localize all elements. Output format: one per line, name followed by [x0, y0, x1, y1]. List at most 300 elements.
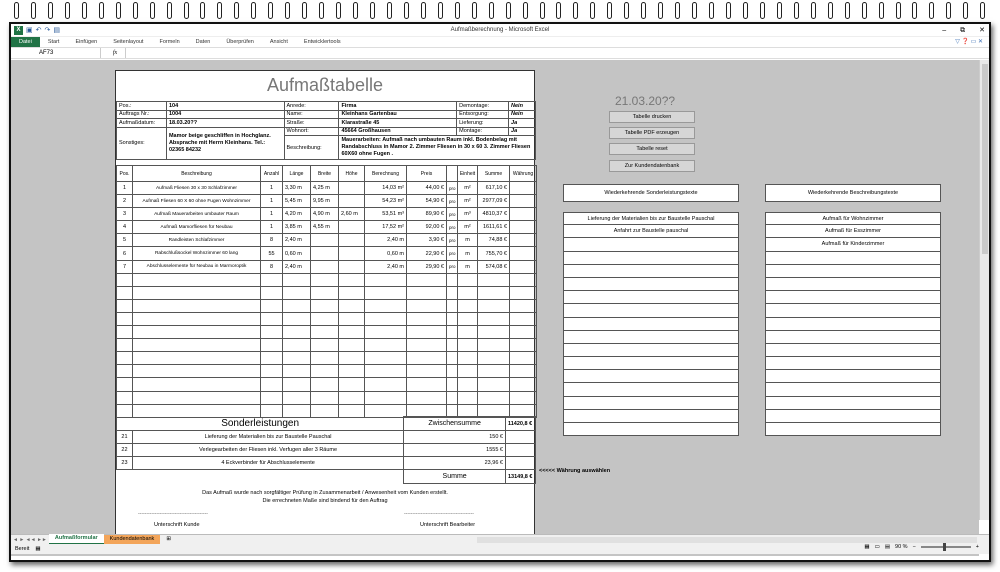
- cell-hoehe[interactable]: [339, 391, 365, 404]
- cell-anzahl[interactable]: 8: [261, 260, 283, 273]
- cell-beschr[interactable]: [133, 352, 261, 365]
- cell-summe[interactable]: 755,70 €: [478, 247, 510, 260]
- cell-pro[interactable]: [447, 286, 458, 299]
- cell-berechnung[interactable]: [365, 299, 407, 312]
- pos-value[interactable]: 104: [166, 102, 284, 111]
- demontage-value[interactable]: Nein: [509, 102, 536, 111]
- cell-preis[interactable]: [407, 273, 447, 286]
- cell-berechnung[interactable]: 0,60 m: [365, 247, 407, 260]
- cell-hoehe[interactable]: [339, 352, 365, 365]
- cell-anzahl[interactable]: 1: [261, 208, 283, 221]
- cell-summe[interactable]: [478, 273, 510, 286]
- cell-laenge[interactable]: 2,40 m: [283, 260, 311, 273]
- cell-summe[interactable]: 1611,61 €: [478, 221, 510, 234]
- cell-anzahl[interactable]: [261, 339, 283, 352]
- cell-pro[interactable]: pro: [447, 221, 458, 234]
- cell-summe[interactable]: 617,10 €: [478, 182, 510, 195]
- cell-waehrung[interactable]: [510, 221, 537, 234]
- cell-anzahl[interactable]: [261, 312, 283, 325]
- sonder-header[interactable]: Wiederkehrende Sonderleistungstexte: [563, 184, 739, 202]
- cell-einheit[interactable]: [458, 286, 478, 299]
- list-item[interactable]: [765, 370, 941, 383]
- list-item[interactable]: Anfahrt zur Baustelle pauschal: [563, 225, 739, 238]
- cell-pro[interactable]: pro: [447, 208, 458, 221]
- cell-preis[interactable]: [407, 326, 447, 339]
- cell-waehrung[interactable]: [510, 195, 537, 208]
- name-value[interactable]: Kleinhans Gartenbau: [339, 110, 457, 119]
- cell-anzahl[interactable]: [261, 378, 283, 391]
- list-item[interactable]: [765, 265, 941, 278]
- tab-datei[interactable]: Datei: [11, 37, 40, 47]
- cell-pro[interactable]: pro: [447, 260, 458, 273]
- macro-icon[interactable]: ▦: [35, 546, 41, 552]
- tab-einfuegen[interactable]: Einfügen: [75, 39, 98, 45]
- cell-laenge[interactable]: 2,40 m: [283, 234, 311, 247]
- list-item[interactable]: [765, 397, 941, 410]
- zoom-slider[interactable]: [921, 546, 971, 548]
- cell-breite[interactable]: [311, 260, 339, 273]
- list-item[interactable]: Lieferung der Materialien bis zur Baustelle Pauschal: [563, 212, 739, 225]
- cell-waehrung[interactable]: [510, 260, 537, 273]
- list-item[interactable]: [765, 252, 941, 265]
- cell-laenge[interactable]: [283, 299, 311, 312]
- name-box[interactable]: AF73: [11, 48, 101, 58]
- list-item[interactable]: [563, 304, 739, 317]
- cell-breite[interactable]: 4,90 m: [311, 208, 339, 221]
- list-item[interactable]: [563, 344, 739, 357]
- undo-icon[interactable]: ↶: [35, 27, 42, 34]
- montage-value[interactable]: Ja: [509, 127, 536, 136]
- cell-berechnung[interactable]: 2,40 m: [365, 234, 407, 247]
- cell-summe[interactable]: [478, 365, 510, 378]
- extra-text[interactable]: Lieferung der Materialien bis zur Baustelle Pauschal: [132, 431, 403, 444]
- view-normal-icon[interactable]: ▦: [864, 544, 870, 550]
- new-sheet-icon[interactable]: ⊞: [166, 536, 171, 542]
- cell-breite[interactable]: [311, 286, 339, 299]
- cell-hoehe[interactable]: [339, 365, 365, 378]
- cell-summe[interactable]: 574,08 €: [478, 260, 510, 273]
- cell-einheit[interactable]: m: [458, 234, 478, 247]
- cell-einheit[interactable]: [458, 273, 478, 286]
- cell-summe[interactable]: [478, 378, 510, 391]
- list-item[interactable]: [765, 423, 941, 436]
- cell-waehrung[interactable]: [510, 378, 537, 391]
- datum-value[interactable]: 18.03.20??: [166, 119, 284, 128]
- cell-preis[interactable]: 89,90 €: [407, 208, 447, 221]
- cell-hoehe[interactable]: [339, 378, 365, 391]
- horizontal-scrollbar[interactable]: [477, 537, 977, 543]
- cell-pos[interactable]: 5: [117, 234, 133, 247]
- fx-icon[interactable]: fx: [112, 50, 118, 56]
- cell-laenge[interactable]: 0,60 m: [283, 247, 311, 260]
- cell-pos[interactable]: [117, 299, 133, 312]
- list-item[interactable]: [765, 304, 941, 317]
- zoom-out-icon[interactable]: −: [912, 544, 916, 550]
- cell-preis[interactable]: [407, 378, 447, 391]
- cell-preis[interactable]: 44,00 €: [407, 182, 447, 195]
- cell-beschr[interactable]: [133, 339, 261, 352]
- cell-anzahl[interactable]: [261, 299, 283, 312]
- extra-value[interactable]: 23,96 €: [404, 457, 506, 470]
- cell-anzahl[interactable]: [261, 391, 283, 404]
- cell-laenge[interactable]: [283, 378, 311, 391]
- cell-anzahl[interactable]: [261, 286, 283, 299]
- cell-pos[interactable]: [117, 312, 133, 325]
- excel-app-icon[interactable]: X: [14, 26, 23, 35]
- cell-pro[interactable]: [447, 326, 458, 339]
- cell-preis[interactable]: 92,00 €: [407, 221, 447, 234]
- cell-beschr[interactable]: [133, 273, 261, 286]
- cell-preis[interactable]: [407, 339, 447, 352]
- cell-anzahl[interactable]: 1: [261, 182, 283, 195]
- cell-einheit[interactable]: m: [458, 260, 478, 273]
- cell-berechnung[interactable]: [365, 352, 407, 365]
- cell-berechnung[interactable]: 53,51 m³: [365, 208, 407, 221]
- save-icon[interactable]: ▣: [26, 27, 33, 34]
- cell-summe[interactable]: 4810,37 €: [478, 208, 510, 221]
- scroll-thumb[interactable]: [982, 64, 988, 254]
- cell-berechnung[interactable]: [365, 286, 407, 299]
- cell-preis[interactable]: [407, 352, 447, 365]
- sheet-tab-aufmassformular[interactable]: Aufmaßformular: [49, 534, 104, 545]
- cell-summe[interactable]: [478, 286, 510, 299]
- cell-summe[interactable]: [478, 352, 510, 365]
- cell-hoehe[interactable]: [339, 260, 365, 273]
- cell-laenge[interactable]: 3,85 m: [283, 221, 311, 234]
- cell-breite[interactable]: 4,55 m: [311, 221, 339, 234]
- cell-breite[interactable]: 4,25 m: [311, 182, 339, 195]
- list-item[interactable]: [563, 383, 739, 396]
- list-item[interactable]: [563, 410, 739, 423]
- cell-laenge[interactable]: [283, 365, 311, 378]
- tab-formeln[interactable]: Formeln: [159, 39, 180, 45]
- cell-anzahl[interactable]: 1: [261, 195, 283, 208]
- cell-preis[interactable]: 3,90 €: [407, 234, 447, 247]
- cell-pro[interactable]: pro: [447, 195, 458, 208]
- cell-einheit[interactable]: m²: [458, 182, 478, 195]
- tab-entwicklertools[interactable]: Entwicklertools: [303, 39, 341, 45]
- cell-anzahl[interactable]: [261, 326, 283, 339]
- cell-preis[interactable]: [407, 391, 447, 404]
- cell-anzahl[interactable]: 1: [261, 221, 283, 234]
- cell-pos[interactable]: [117, 273, 133, 286]
- cell-breite[interactable]: [311, 391, 339, 404]
- cell-hoehe[interactable]: [339, 182, 365, 195]
- vertical-scrollbar[interactable]: [979, 60, 989, 520]
- cell-pos[interactable]: [117, 391, 133, 404]
- list-item[interactable]: [563, 278, 739, 291]
- cell-summe[interactable]: [478, 312, 510, 325]
- beschr-header[interactable]: Wiederkehrende Beschreibungstexte: [765, 184, 941, 202]
- cell-pro[interactable]: [447, 339, 458, 352]
- cell-beschr[interactable]: Randleisten Schlafzimmer: [133, 234, 261, 247]
- cell-berechnung[interactable]: [365, 339, 407, 352]
- cell-beschr[interactable]: Aufmaß Mauerarbeiten umbauter Raum: [133, 208, 261, 221]
- cell-breite[interactable]: [311, 312, 339, 325]
- cell-berechnung[interactable]: 54,23 m²: [365, 195, 407, 208]
- list-item[interactable]: [765, 331, 941, 344]
- cell-anzahl[interactable]: [261, 365, 283, 378]
- cell-laenge[interactable]: [283, 286, 311, 299]
- cell-pro[interactable]: [447, 312, 458, 325]
- cell-pro[interactable]: pro: [447, 247, 458, 260]
- cell-summe[interactable]: [478, 339, 510, 352]
- cell-breite[interactable]: [311, 352, 339, 365]
- table-row: [117, 273, 537, 286]
- cell-summe[interactable]: 74,88 €: [478, 234, 510, 247]
- cell-anzahl[interactable]: [261, 273, 283, 286]
- cell-einheit[interactable]: m³: [458, 208, 478, 221]
- extra-text[interactable]: Verlegearbeiten der Fliesen inkl. Verfugen aller 3 Räume: [132, 444, 403, 457]
- cell-einheit[interactable]: [458, 365, 478, 378]
- kundendatenbank-button[interactable]: Zur Kundendatenbank: [609, 160, 695, 172]
- cell-beschr[interactable]: [133, 286, 261, 299]
- cell-pro[interactable]: [447, 299, 458, 312]
- cell-hoehe[interactable]: [339, 195, 365, 208]
- cell-berechnung[interactable]: [365, 365, 407, 378]
- cell-pos[interactable]: 6: [117, 247, 133, 260]
- cell-pro[interactable]: [447, 352, 458, 365]
- cell-preis[interactable]: 29,90 €: [407, 260, 447, 273]
- sheet-nav-arrows[interactable]: ◄ ► ◄◄ ►►: [13, 536, 47, 543]
- cell-einheit[interactable]: [458, 339, 478, 352]
- cell-pro[interactable]: [447, 365, 458, 378]
- cell-einheit[interactable]: [458, 299, 478, 312]
- sonstiges-value[interactable]: Mamor beige geschliffen in Hochglanz. Absprache mit Herrn Kleinhans. Tel.: 02365 84232: [166, 127, 284, 160]
- cell-hoehe[interactable]: [339, 273, 365, 286]
- cell-summe[interactable]: 2977,09 €: [478, 195, 510, 208]
- cell-preis[interactable]: [407, 299, 447, 312]
- extra-value[interactable]: 150 €: [404, 431, 506, 444]
- cell-beschr[interactable]: [133, 312, 261, 325]
- cell-pos[interactable]: [117, 378, 133, 391]
- list-item[interactable]: [765, 278, 941, 291]
- list-item[interactable]: Aufmaß für Esszimmer: [765, 225, 941, 238]
- restore-button[interactable]: ⧉: [960, 27, 966, 34]
- sheet-tab-kundendatenbank[interactable]: Kundendatenbank: [104, 535, 161, 544]
- cell-beschr[interactable]: [133, 391, 261, 404]
- cell-waehrung[interactable]: [510, 182, 537, 195]
- cell-waehrung[interactable]: [510, 247, 537, 260]
- cell-pos[interactable]: 7: [117, 260, 133, 273]
- list-item[interactable]: [563, 370, 739, 383]
- tabelle-drucken-button[interactable]: Tabelle drucken: [609, 111, 695, 123]
- lieferung-value[interactable]: Ja: [509, 119, 536, 128]
- extra-value[interactable]: 1555 €: [404, 444, 506, 457]
- tab-ueberpruefen[interactable]: Überprüfen: [226, 39, 254, 45]
- cell-hoehe[interactable]: [339, 312, 365, 325]
- auftrag-value[interactable]: 1004: [166, 110, 284, 119]
- cell-breite[interactable]: [311, 378, 339, 391]
- cell-berechnung[interactable]: [365, 312, 407, 325]
- cell-waehrung[interactable]: [510, 299, 537, 312]
- cell-berechnung[interactable]: [365, 391, 407, 404]
- cell-einheit[interactable]: m²: [458, 221, 478, 234]
- cell-pro[interactable]: pro: [447, 234, 458, 247]
- cell-pro[interactable]: [447, 391, 458, 404]
- list-item[interactable]: [563, 357, 739, 370]
- list-item[interactable]: [765, 410, 941, 423]
- zoom-in-icon[interactable]: +: [975, 544, 979, 550]
- cell-beschr[interactable]: [133, 299, 261, 312]
- list-item[interactable]: Aufmaß für Wohnzimmer: [765, 212, 941, 225]
- cell-berechnung[interactable]: [365, 378, 407, 391]
- view-pagebreak-icon[interactable]: ▤: [884, 544, 891, 550]
- cell-waehrung[interactable]: [510, 339, 537, 352]
- cell-waehrung[interactable]: [510, 208, 537, 221]
- cell-beschr[interactable]: [133, 326, 261, 339]
- cell-breite[interactable]: [311, 326, 339, 339]
- list-item[interactable]: [765, 344, 941, 357]
- cell-berechnung[interactable]: [365, 273, 407, 286]
- tab-ansicht[interactable]: Ansicht: [269, 39, 288, 45]
- cell-summe[interactable]: [478, 326, 510, 339]
- cell-breite[interactable]: [311, 299, 339, 312]
- tab-start[interactable]: Start: [47, 39, 60, 45]
- view-layout-icon[interactable]: ▭: [874, 544, 880, 550]
- cell-laenge[interactable]: [283, 273, 311, 286]
- cell-hoehe[interactable]: 2,60 m: [339, 208, 365, 221]
- wohnort-value[interactable]: 45664 Großhausen: [339, 127, 457, 136]
- cell-laenge[interactable]: [283, 339, 311, 352]
- beschreibung-value[interactable]: Mauerarbeiten: Aufmaß nach umbauten Raum inkl. Bodenbelag mit Randabschluss in Mamor 2. Zimmer Fliesen in 30 x 60 3. Zimmer Fliesen 60X60 ohne Fugen .: [339, 136, 536, 160]
- cell-waehrung[interactable]: [510, 286, 537, 299]
- cell-anzahl[interactable]: [261, 352, 283, 365]
- cell-laenge[interactable]: [283, 391, 311, 404]
- cell-pos[interactable]: [117, 365, 133, 378]
- cell-hoehe[interactable]: [339, 326, 365, 339]
- cell-preis[interactable]: [407, 365, 447, 378]
- tabelle-pdf-button[interactable]: Tabelle PDF erzeugen: [609, 127, 695, 139]
- entsorgung-value[interactable]: Nein: [509, 110, 536, 119]
- cell-breite[interactable]: [311, 339, 339, 352]
- cell-breite[interactable]: [311, 234, 339, 247]
- cell-beschr[interactable]: Rabschlußsockel Wohnzimmer 60 lang: [133, 247, 261, 260]
- cell-berechnung[interactable]: 17,52 m²: [365, 221, 407, 234]
- list-item[interactable]: [765, 318, 941, 331]
- cell-pos[interactable]: 4: [117, 221, 133, 234]
- worksheet[interactable]: [11, 60, 979, 556]
- cell-preis[interactable]: [407, 286, 447, 299]
- cell-hoehe[interactable]: [339, 299, 365, 312]
- cell-laenge[interactable]: [283, 312, 311, 325]
- cell-preis[interactable]: [407, 312, 447, 325]
- cell-pro[interactable]: pro: [447, 182, 458, 195]
- cell-pos[interactable]: 3: [117, 208, 133, 221]
- cell-anzahl[interactable]: 8: [261, 234, 283, 247]
- strasse-value[interactable]: Klarastraße 45: [339, 119, 457, 128]
- cell-waehrung[interactable]: [510, 273, 537, 286]
- list-item[interactable]: [563, 291, 739, 304]
- list-item[interactable]: [563, 397, 739, 410]
- cell-pos[interactable]: [117, 326, 133, 339]
- cell-hoehe[interactable]: [339, 286, 365, 299]
- cell-waehrung[interactable]: [510, 391, 537, 404]
- cell-berechnung[interactable]: [365, 326, 407, 339]
- cell-summe[interactable]: [478, 391, 510, 404]
- cell-waehrung[interactable]: [510, 352, 537, 365]
- tab-daten[interactable]: Daten: [195, 39, 211, 45]
- print-preview-icon[interactable]: ▤: [53, 27, 60, 34]
- cell-hoehe[interactable]: [339, 234, 365, 247]
- cell-berechnung[interactable]: 14,03 m²: [365, 182, 407, 195]
- tabelle-reset-button[interactable]: Tabelle reset: [609, 143, 695, 155]
- cell-breite[interactable]: [311, 365, 339, 378]
- cell-laenge[interactable]: 4,20 m: [283, 208, 311, 221]
- list-item[interactable]: [563, 423, 739, 436]
- cell-einheit[interactable]: [458, 391, 478, 404]
- cell-hoehe[interactable]: [339, 221, 365, 234]
- extra-text[interactable]: 4 Eckverbinder für Abschlusselemente: [132, 457, 403, 470]
- cell-waehrung[interactable]: [510, 234, 537, 247]
- cell-beschr[interactable]: [133, 365, 261, 378]
- cell-beschr[interactable]: Abschlusselemente für Neubau in Marmoroptik: [133, 260, 261, 273]
- list-item[interactable]: [765, 383, 941, 396]
- cell-laenge[interactable]: [283, 326, 311, 339]
- cell-pos[interactable]: [117, 352, 133, 365]
- minimize-button[interactable]: –: [942, 27, 947, 34]
- cell-einheit[interactable]: [458, 378, 478, 391]
- cell-pos[interactable]: [117, 286, 133, 299]
- list-item[interactable]: [563, 238, 739, 251]
- cell-hoehe[interactable]: [339, 247, 365, 260]
- cell-hoehe[interactable]: [339, 339, 365, 352]
- formula-input[interactable]: [125, 48, 989, 58]
- cell-anzahl[interactable]: 55: [261, 247, 283, 260]
- cell-pos[interactable]: 1: [117, 182, 133, 195]
- cell-einheit[interactable]: m: [458, 247, 478, 260]
- cell-pro[interactable]: [447, 273, 458, 286]
- list-item[interactable]: Aufmaß für Kinderzimmer: [765, 238, 941, 251]
- list-item[interactable]: [765, 357, 941, 370]
- cell-beschr[interactable]: Aufmaß Fliesen 30 x 30 Schlafzimmer: [133, 182, 261, 195]
- cell-waehrung[interactable]: [510, 365, 537, 378]
- cell-laenge[interactable]: 5,45 m: [283, 195, 311, 208]
- cell-waehrung[interactable]: [510, 326, 537, 339]
- cell-einheit[interactable]: [458, 326, 478, 339]
- list-item[interactable]: [563, 252, 739, 265]
- help-icons[interactable]: ▽ ❓ ▭ ✕: [955, 39, 983, 45]
- cell-summe[interactable]: [478, 299, 510, 312]
- list-item[interactable]: [563, 318, 739, 331]
- cell-einheit[interactable]: [458, 352, 478, 365]
- tab-seitenlayout[interactable]: Seitenlayout: [113, 39, 144, 45]
- cell-pos[interactable]: [117, 339, 133, 352]
- list-item[interactable]: [563, 265, 739, 278]
- cell-waehrung[interactable]: [510, 312, 537, 325]
- cell-beschr[interactable]: Aufmaß Mamorfliesen für Neubau: [133, 221, 261, 234]
- cell-beschr[interactable]: [133, 378, 261, 391]
- list-item[interactable]: [765, 291, 941, 304]
- cell-laenge[interactable]: [283, 352, 311, 365]
- redo-icon[interactable]: ↷: [44, 27, 51, 34]
- cell-breite[interactable]: [311, 247, 339, 260]
- cell-breite[interactable]: [311, 273, 339, 286]
- close-button[interactable]: ✕: [979, 27, 985, 34]
- cell-breite[interactable]: 9,95 m: [311, 195, 339, 208]
- cell-beschr[interactable]: Aufmaß Fliesen 60 X 60 ohne Fugen Wohnzimmer: [133, 195, 261, 208]
- cell-preis[interactable]: 54,90 €: [407, 195, 447, 208]
- cell-pos[interactable]: 2: [117, 195, 133, 208]
- anrede-value[interactable]: Firma: [339, 102, 457, 111]
- cell-laenge[interactable]: 3,30 m: [283, 182, 311, 195]
- cell-berechnung[interactable]: 2,40 m: [365, 260, 407, 273]
- cell-preis[interactable]: 22,90 €: [407, 247, 447, 260]
- cell-einheit[interactable]: m²: [458, 195, 478, 208]
- cell-pro[interactable]: [447, 378, 458, 391]
- list-item[interactable]: [563, 331, 739, 344]
- cell-einheit[interactable]: [458, 312, 478, 325]
